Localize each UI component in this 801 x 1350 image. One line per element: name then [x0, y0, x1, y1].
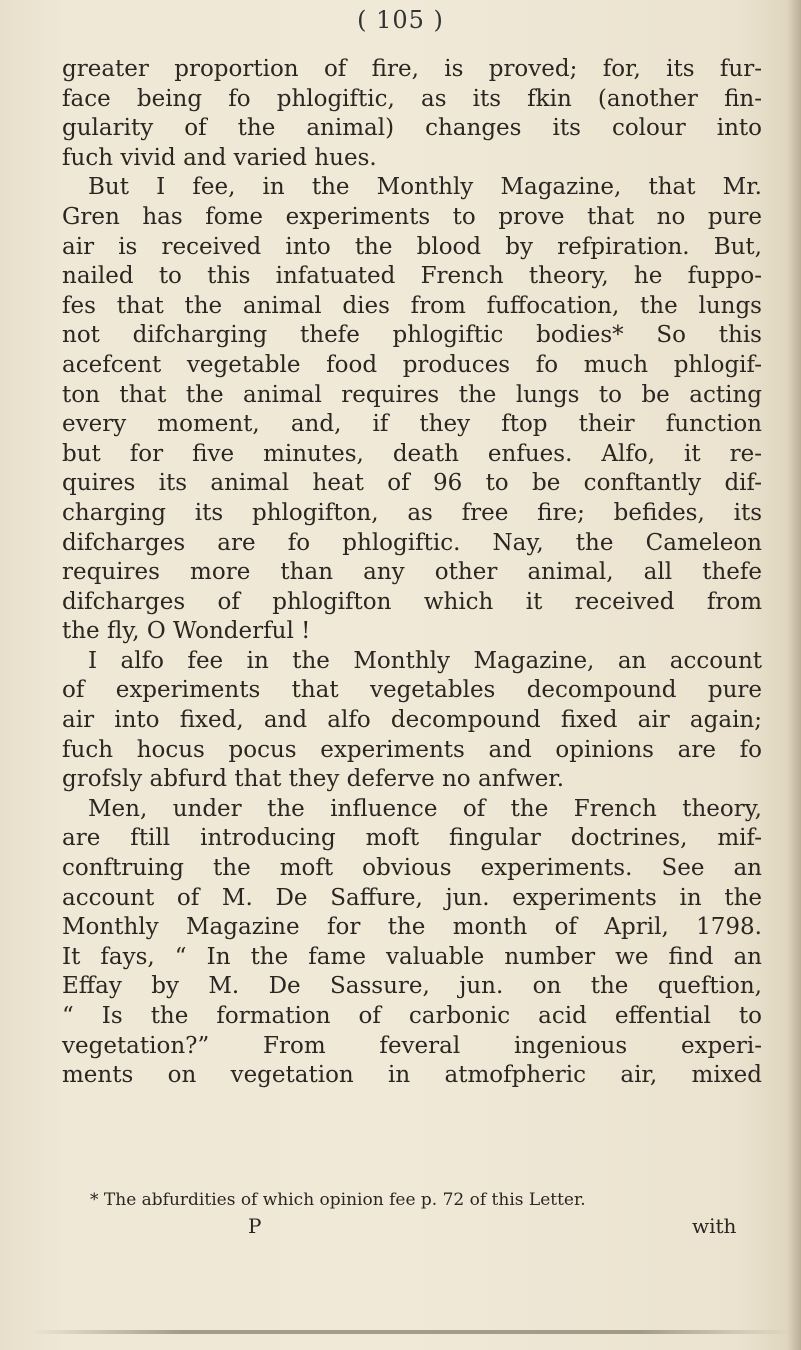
text-line: fuch hocus pocus experiments and opinions are fo [62, 736, 762, 763]
text-line: ton that the animal requires the lungs to be acting [62, 381, 762, 408]
text-line: not difcharging thefe phlogiftic bodies* So this [62, 322, 762, 349]
catchword: with [692, 1214, 737, 1238]
text-line: of experiments that vegetables decompound pure [62, 677, 762, 704]
text-line: every moment, and, if they ftop their function [62, 411, 762, 438]
text-line: But I fee, in the Monthly Magazine, that Mr. [88, 174, 762, 201]
page-bottom-edge [30, 1330, 790, 1334]
text-line: face being fo phlogiftic, as its fkin (another fin- [62, 85, 762, 112]
text-line: but for five minutes, death enfues. Alfo, it re- [62, 440, 762, 467]
text-line: gularity of the animal) changes its colour into [62, 115, 762, 142]
text-line: It fays, “ In the fame valuable number we find an [62, 943, 762, 970]
text-line: conftruing the moft obvious experiments. See an [62, 855, 762, 882]
text-line: fes that the animal dies from fuffocation, the lungs [62, 292, 762, 319]
page-edge-shadow [787, 0, 801, 1350]
text-line: I alfo fee in the Monthly Magazine, an account [88, 647, 762, 674]
text-line: account of M. De Saffure, jun. experiments in the [62, 884, 762, 911]
signature-mark: P [248, 1214, 262, 1238]
text-line: ments on vegetation in atmofpheric air, mixed [62, 1062, 762, 1089]
text-line: Men, under the influence of the French theory, [88, 795, 762, 822]
text-line: Effay by M. De Sassure, jun. on the queftion, [62, 973, 762, 1000]
text-line: difcharges of phlogifton which it received from [62, 588, 762, 615]
footnote: * The abfurdities of which opinion fee p. 72 of this Letter. [90, 1190, 586, 1210]
text-line: Gren has fome experiments to prove that no pure [62, 203, 762, 230]
text-line: fuch vivid and varied hues. [62, 144, 377, 171]
text-line: requires more than any other animal, all thefe [62, 559, 762, 586]
text-line: difcharges are fo phlogiftic. Nay, the Cameleon [62, 529, 762, 556]
body-text [62, 55, 762, 1091]
text-line: Monthly Magazine for the month of April, 1798. [62, 914, 762, 941]
text-line: charging its phlogifton, as free fire; befides, its [62, 499, 762, 526]
text-line: vegetation?” From feveral ingenious experi- [62, 1032, 762, 1059]
text-line: air into fixed, and alfo decompound fixed air again; [62, 707, 762, 734]
text-line: acefcent vegetable food produces fo much phlogif- [62, 351, 762, 378]
page-number-header: ( 105 ) [357, 6, 444, 34]
text-line: air is received into the blood by refpiration. But, [62, 233, 762, 260]
text-line: “ Is the formation of carbonic acid effential to [62, 1003, 762, 1029]
text-line: are ftill introducing moft fingular doctrines, mif- [62, 825, 762, 852]
text-line: the fly, O Wonderful ! [62, 618, 311, 645]
text-line: grofsly abfurd that they deferve no anfwer. [62, 766, 565, 793]
text-line: quires its animal heat of 96 to be conftantly dif- [62, 470, 762, 497]
text-line: greater proportion of fire, is proved; for, its fur- [62, 56, 762, 82]
text-line: nailed to this infatuated French theory, he fuppo- [62, 263, 762, 290]
